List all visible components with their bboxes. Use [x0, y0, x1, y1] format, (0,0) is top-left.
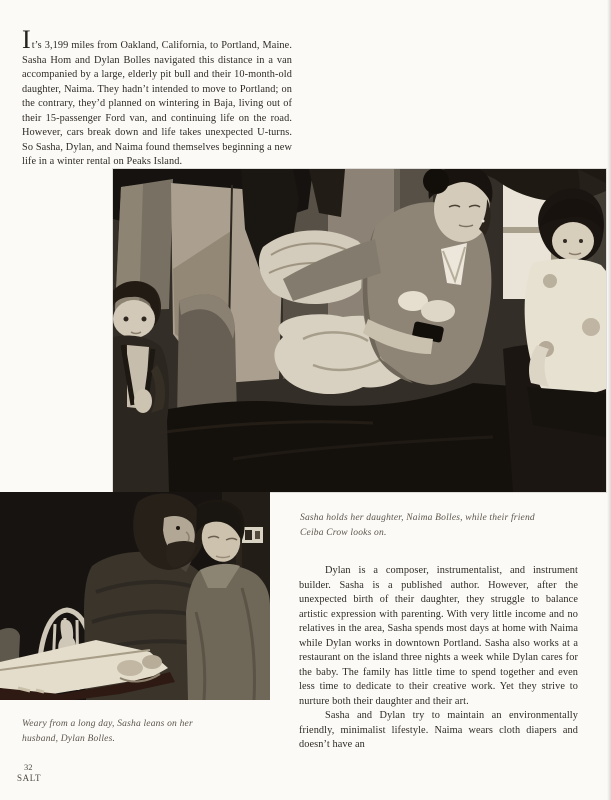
page-number: 32	[24, 762, 33, 772]
body-paragraph-2: Sasha and Dylan try to maintain an environmentally friendly, minimalist lifestyle. Naima wears cloth diapers and doesn’t have an	[299, 710, 578, 750]
secondary-photo	[0, 492, 270, 700]
secondary-photo-caption: Weary from a long day, Sasha leans on her husband, Dylan Bolles.	[22, 718, 193, 744]
main-photo-caption: Sasha holds her daughter, Naima Bolles, while their friend Ceiba Crow looks on.	[300, 512, 535, 538]
article-body	[299, 564, 578, 753]
drop-cap: I	[22, 25, 31, 54]
intro-paragraph	[22, 25, 292, 170]
body-paragraph-1: Dylan is a composer, instrumentalist, and instrument builder. Sasha is a published author. However, after the unexpected birth of their daughter, they struggle to balance artistic expression with parenting. With very little income and no relatives in the area, Sasha spends most days at home with Naima while Dylan works in downtown Portland. Sasha also works at a restaurant on the island three nights a week while Dylan cares for the baby. The family has little time to spend together and even less time to dedicate to their creative work. Yet they strive to nurture both their daughter and their art.	[299, 565, 578, 707]
page-footer	[17, 763, 41, 783]
intro-text: t’s 3,199 miles from Oakland, California, to Portland, Maine. Sasha Hom and Dylan Bolles navigated this distance in a van accompanied by a large, elderly pit bull and their 10-month-old daughter, Naima. They hadn’t intended to move to Portland; on the contrary, they’d planned on wintering in Baja, living out of their 15-passenger Ford van, and continuing life on the road. However, cars break down and life takes unexpected U-turns. So Sasha, Dylan, and Naima found themselves beginning a new life in a winter rental on Peaks Island.	[22, 40, 292, 167]
main-photo	[113, 169, 606, 492]
main-photo-image	[113, 169, 606, 492]
magazine-name: SALT	[17, 772, 42, 783]
secondary-photo-image	[0, 492, 270, 700]
intro-section	[22, 25, 292, 170]
